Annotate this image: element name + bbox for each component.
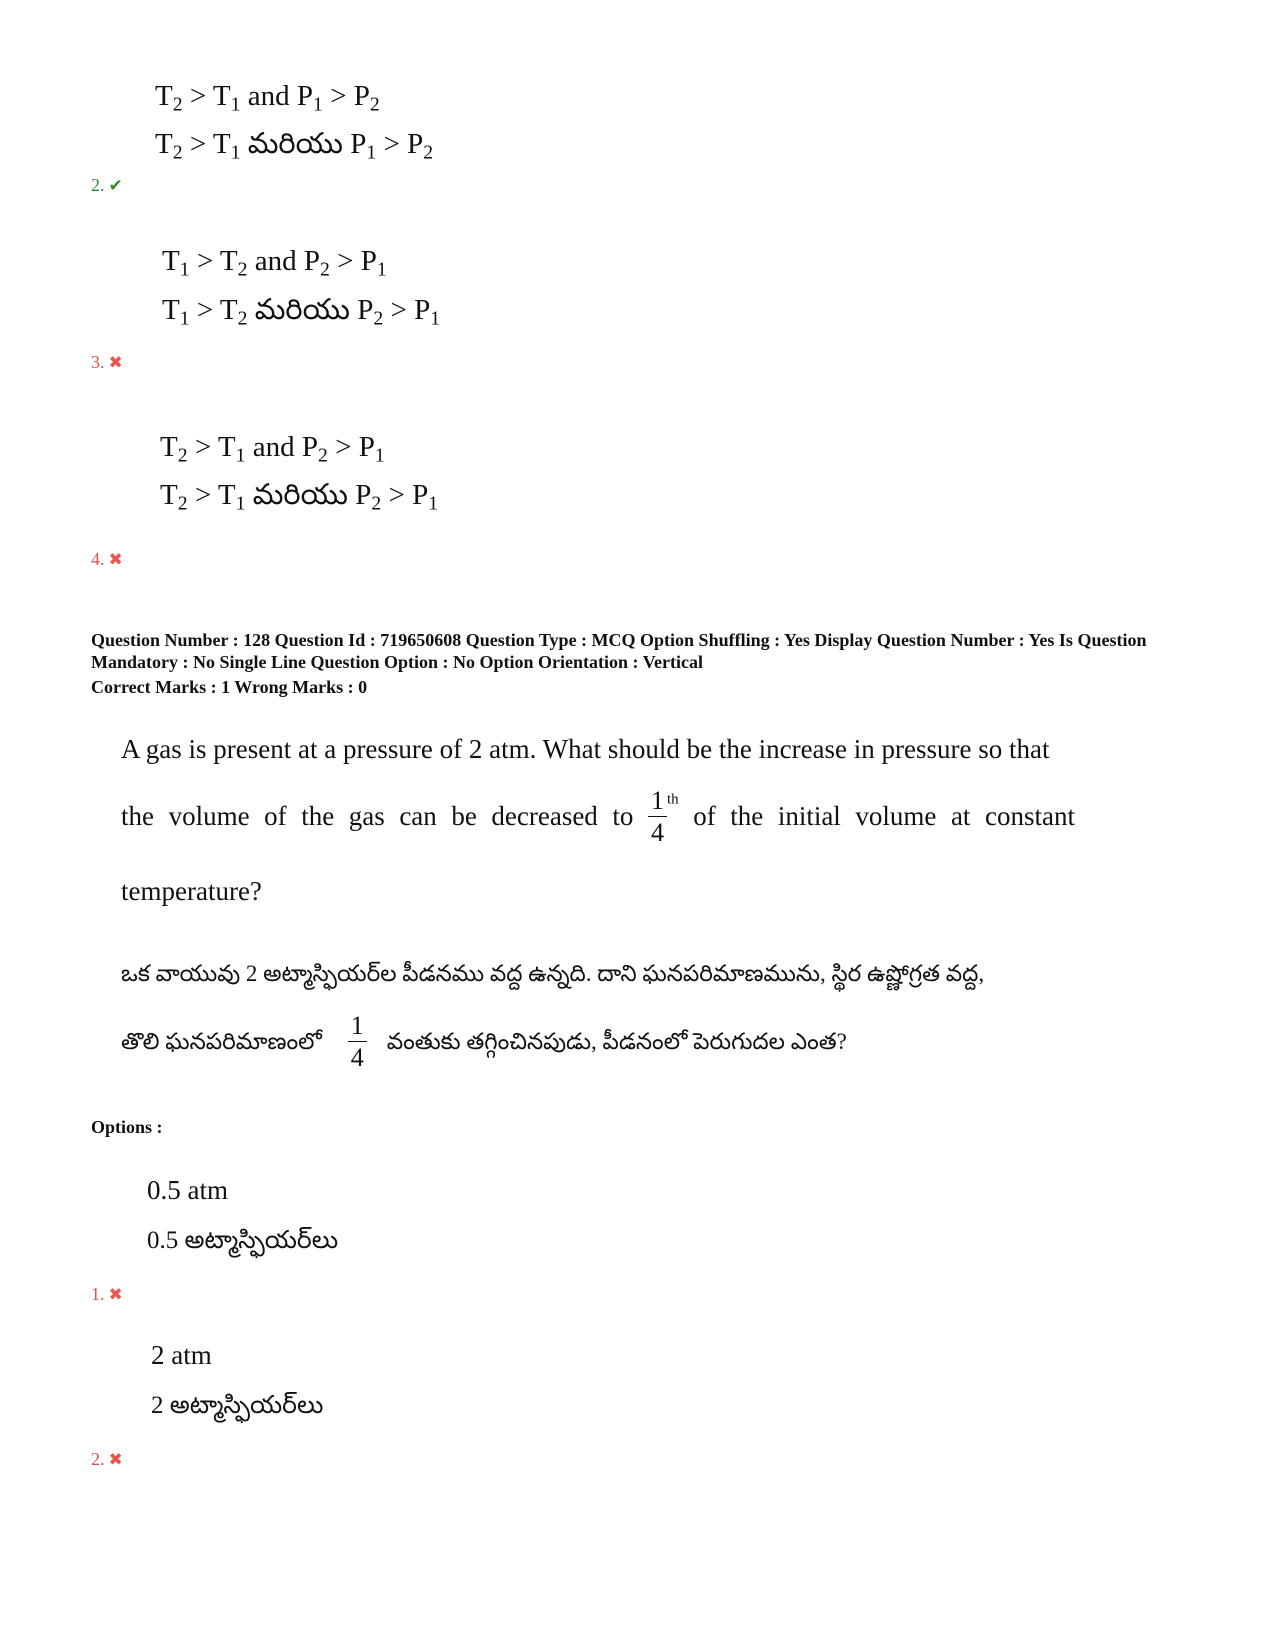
- telugu-fraction-one-fourth: $\frac{1}{4}$: [348, 1012, 367, 1072]
- word: of: [693, 801, 716, 832]
- option-1-telugu: 0.5 అట్మాస్ఫియర్‌లు: [147, 1227, 339, 1254]
- question-text-english-line3: temperature?: [121, 876, 262, 906]
- option-2-english: 2 atm: [151, 1340, 212, 1370]
- question-text-english-line2: [121, 787, 1075, 847]
- word: constant: [985, 801, 1075, 832]
- word: volume: [168, 801, 250, 832]
- prev-option-3-english: $T_1 > T_2$ and $P_2 > P_1$: [162, 245, 387, 281]
- wrong-cross-icon: ✖: [108, 550, 123, 569]
- word: the: [301, 801, 335, 832]
- word: can: [399, 801, 437, 832]
- word: at: [950, 801, 971, 832]
- wrong-cross-icon: ✖: [108, 1450, 123, 1469]
- wrong-cross-icon: ✖: [108, 353, 123, 372]
- prev-option-2-english: $T_2 > T_1$ and $P_1 > P_2$: [155, 80, 380, 116]
- prev-option-2-number: 2. ✔: [91, 175, 123, 195]
- prev-option-3-telugu: $T_1 > T_2$ మరియు $P_2 > P_1$: [162, 294, 441, 330]
- option-1-number: 1. ✖: [91, 1284, 123, 1304]
- word: be: [451, 801, 477, 832]
- prev-option-4-telugu: $T_2 > T_1$ మరియు $P_2 > P_1$: [160, 479, 439, 515]
- prev-option-2-telugu: $T_2 > T_1$ మరియు $P_1 > P_2$: [155, 128, 434, 164]
- fraction-one-fourth: $\frac{1}{4}$ $^{th}$: [648, 787, 679, 847]
- question-text-telugu-line1: ఒక వాయువు 2 అట్మాస్ఫియర్‌ల పీడనము వద్ద ఉన్నది. దాని ఘనపరిమాణమును, స్థిర ఉష్ణోగ్రత వద్ద,: [121, 961, 985, 986]
- word: volume: [855, 801, 937, 832]
- word: decreased: [491, 801, 598, 832]
- word: the: [730, 801, 764, 832]
- word: gas: [348, 801, 385, 832]
- question-meta: Question Number : 128 Question Id : 719650608 Question Type : MCQ Option Shuffling : Yes Display Question Number : Yes Is Question Mandatory : No Single Line Question Option : No Option Orientation : Vertical: [91, 630, 1147, 672]
- question-marks: Correct Marks : 1 Wrong Marks : 0: [91, 677, 368, 697]
- question-text-telugu-line2: [121, 1012, 847, 1072]
- options-label: Options :: [91, 1117, 163, 1137]
- word: the: [121, 801, 154, 832]
- question-text-english-line1: A gas is present at a pressure of 2 atm. What should be the increase in pressure so that: [121, 734, 1050, 764]
- option-1-english: 0.5 atm: [147, 1175, 228, 1205]
- correct-check-icon: ✔: [108, 176, 123, 195]
- telugu-text-after-fraction: వంతుకు తగ్గించినపుడు, పీడనంలో పెరుగుదల ఎంత?: [386, 1029, 847, 1055]
- word: initial: [777, 801, 841, 832]
- word: to: [612, 801, 634, 832]
- prev-option-3-number: 3. ✖: [91, 352, 123, 372]
- option-2-telugu: 2 అట్మాస్ఫియర్‌లు: [151, 1392, 324, 1419]
- prev-option-4-number: 4. ✖: [91, 549, 123, 569]
- word: of: [264, 801, 287, 832]
- telugu-text-before-fraction: తొలి ఘనపరిమాణంలో: [121, 1029, 322, 1055]
- option-2-number: 2. ✖: [91, 1449, 123, 1469]
- prev-option-4-english: $T_2 > T_1$ and $P_2 > P_1$: [160, 431, 385, 467]
- wrong-cross-icon: ✖: [108, 1285, 123, 1304]
